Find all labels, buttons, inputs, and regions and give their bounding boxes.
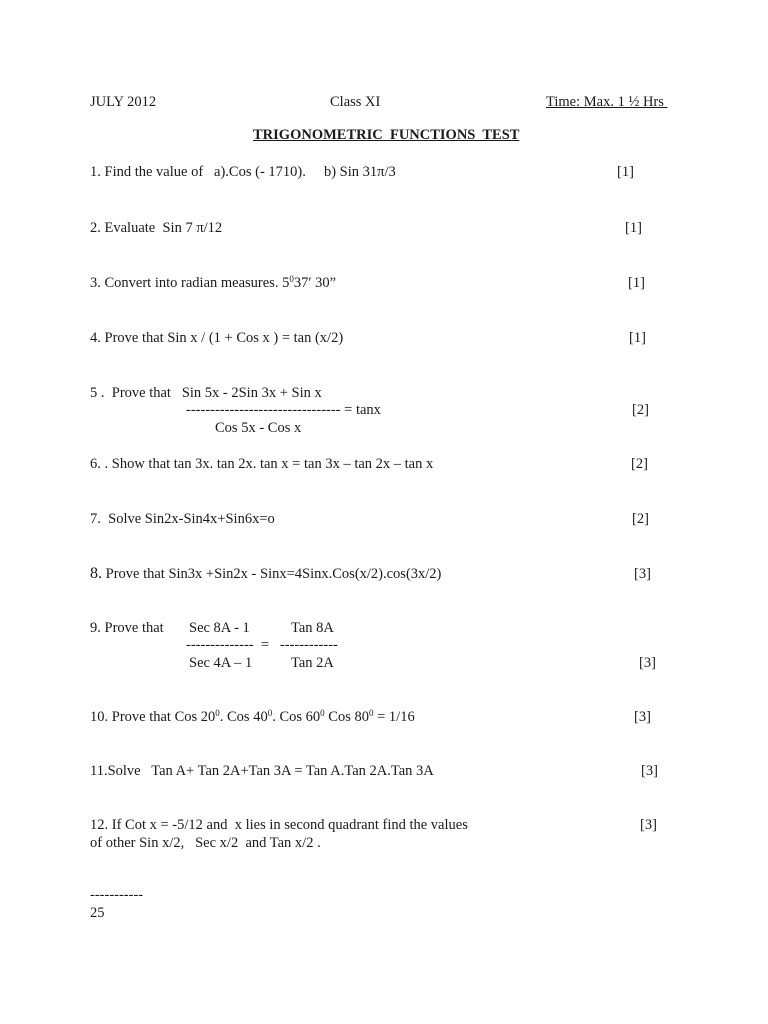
- question-11-marks: [3]: [641, 763, 658, 779]
- question-9-numerator-left: Sec 8A - 1: [189, 620, 250, 636]
- question-10-marks: [3]: [634, 709, 651, 725]
- question-9-numerator-right: Tan 8A: [291, 620, 334, 636]
- question-5-denominator: Cos 5x - Cos x: [215, 420, 302, 436]
- question-1: 1. Find the value of a).Cos (- 1710). b) Sin 31π/3: [90, 164, 396, 180]
- question-12-line-1: 12. If Cot x = -5/12 and x lies in second quadrant find the values: [90, 817, 468, 833]
- question-3-marks: [1]: [628, 275, 645, 291]
- footer-rule: -----------: [90, 887, 144, 903]
- question-3: 3. Convert into radian measures. $5^037'$ 30”: [90, 274, 337, 291]
- question-9-fraction-line: -------------- = ------------: [186, 637, 338, 653]
- question-4: 4. Prove that Sin x / (1 + Cos x ) = tan (x/2): [90, 330, 344, 346]
- question-5-marks: [2]: [632, 402, 649, 418]
- question-7-marks: [2]: [632, 511, 649, 527]
- question-8-marks: [3]: [634, 566, 651, 582]
- exam-date: JULY 2012: [90, 94, 157, 110]
- question-4-marks: [1]: [629, 330, 646, 346]
- question-2-marks: [1]: [625, 220, 642, 236]
- question-9-marks: [3]: [639, 655, 656, 671]
- total-marks: 25: [90, 905, 105, 921]
- question-8: 8. Prove that Sin3x +Sin2x - Sinx=4Sinx.Cos(x/2).cos(3x/2): [90, 565, 442, 582]
- question-9-denominator-left: Sec 4A – 1: [189, 655, 253, 671]
- question-9-denominator-right: Tan 2A: [291, 655, 334, 671]
- class-label: Class XI: [330, 94, 381, 110]
- question-11: 11.Solve Tan A+ Tan 2A+Tan 3A = Tan A.Tan 2A.Tan 3A: [90, 763, 434, 779]
- time-limit: Time: Max. 1 ½ Hrs: [546, 94, 668, 110]
- question-12-marks: [3]: [640, 817, 657, 833]
- question-5-fraction-line: -------------------------------- = tanx: [186, 402, 381, 418]
- question-12-line-2: of other Sin x/2, Sec x/2 and Tan x/2 .: [90, 835, 321, 851]
- question-10: 10. Prove that Cos $20^0$. Cos $40^0$. Cos $60^0$ Cos $80^0 = 1/16$: [90, 708, 415, 725]
- test-title: TRIGONOMETRIC FUNCTIONS TEST: [253, 127, 520, 143]
- question-9: 9. Prove that: [90, 620, 164, 636]
- question-7: 7. Solve Sin2x-Sin4x+Sin6x=o: [90, 511, 275, 527]
- question-6: 6. . Show that tan 3x. tan 2x. tan x = tan 3x – tan 2x – tan x: [90, 456, 434, 472]
- question-6-marks: [2]: [631, 456, 648, 472]
- question-1-marks: [1]: [617, 164, 634, 180]
- question-5: 5 . Prove that Sin 5x - 2Sin 3x + Sin x: [90, 385, 322, 401]
- question-2: 2. Evaluate Sin 7 π/12: [90, 220, 223, 236]
